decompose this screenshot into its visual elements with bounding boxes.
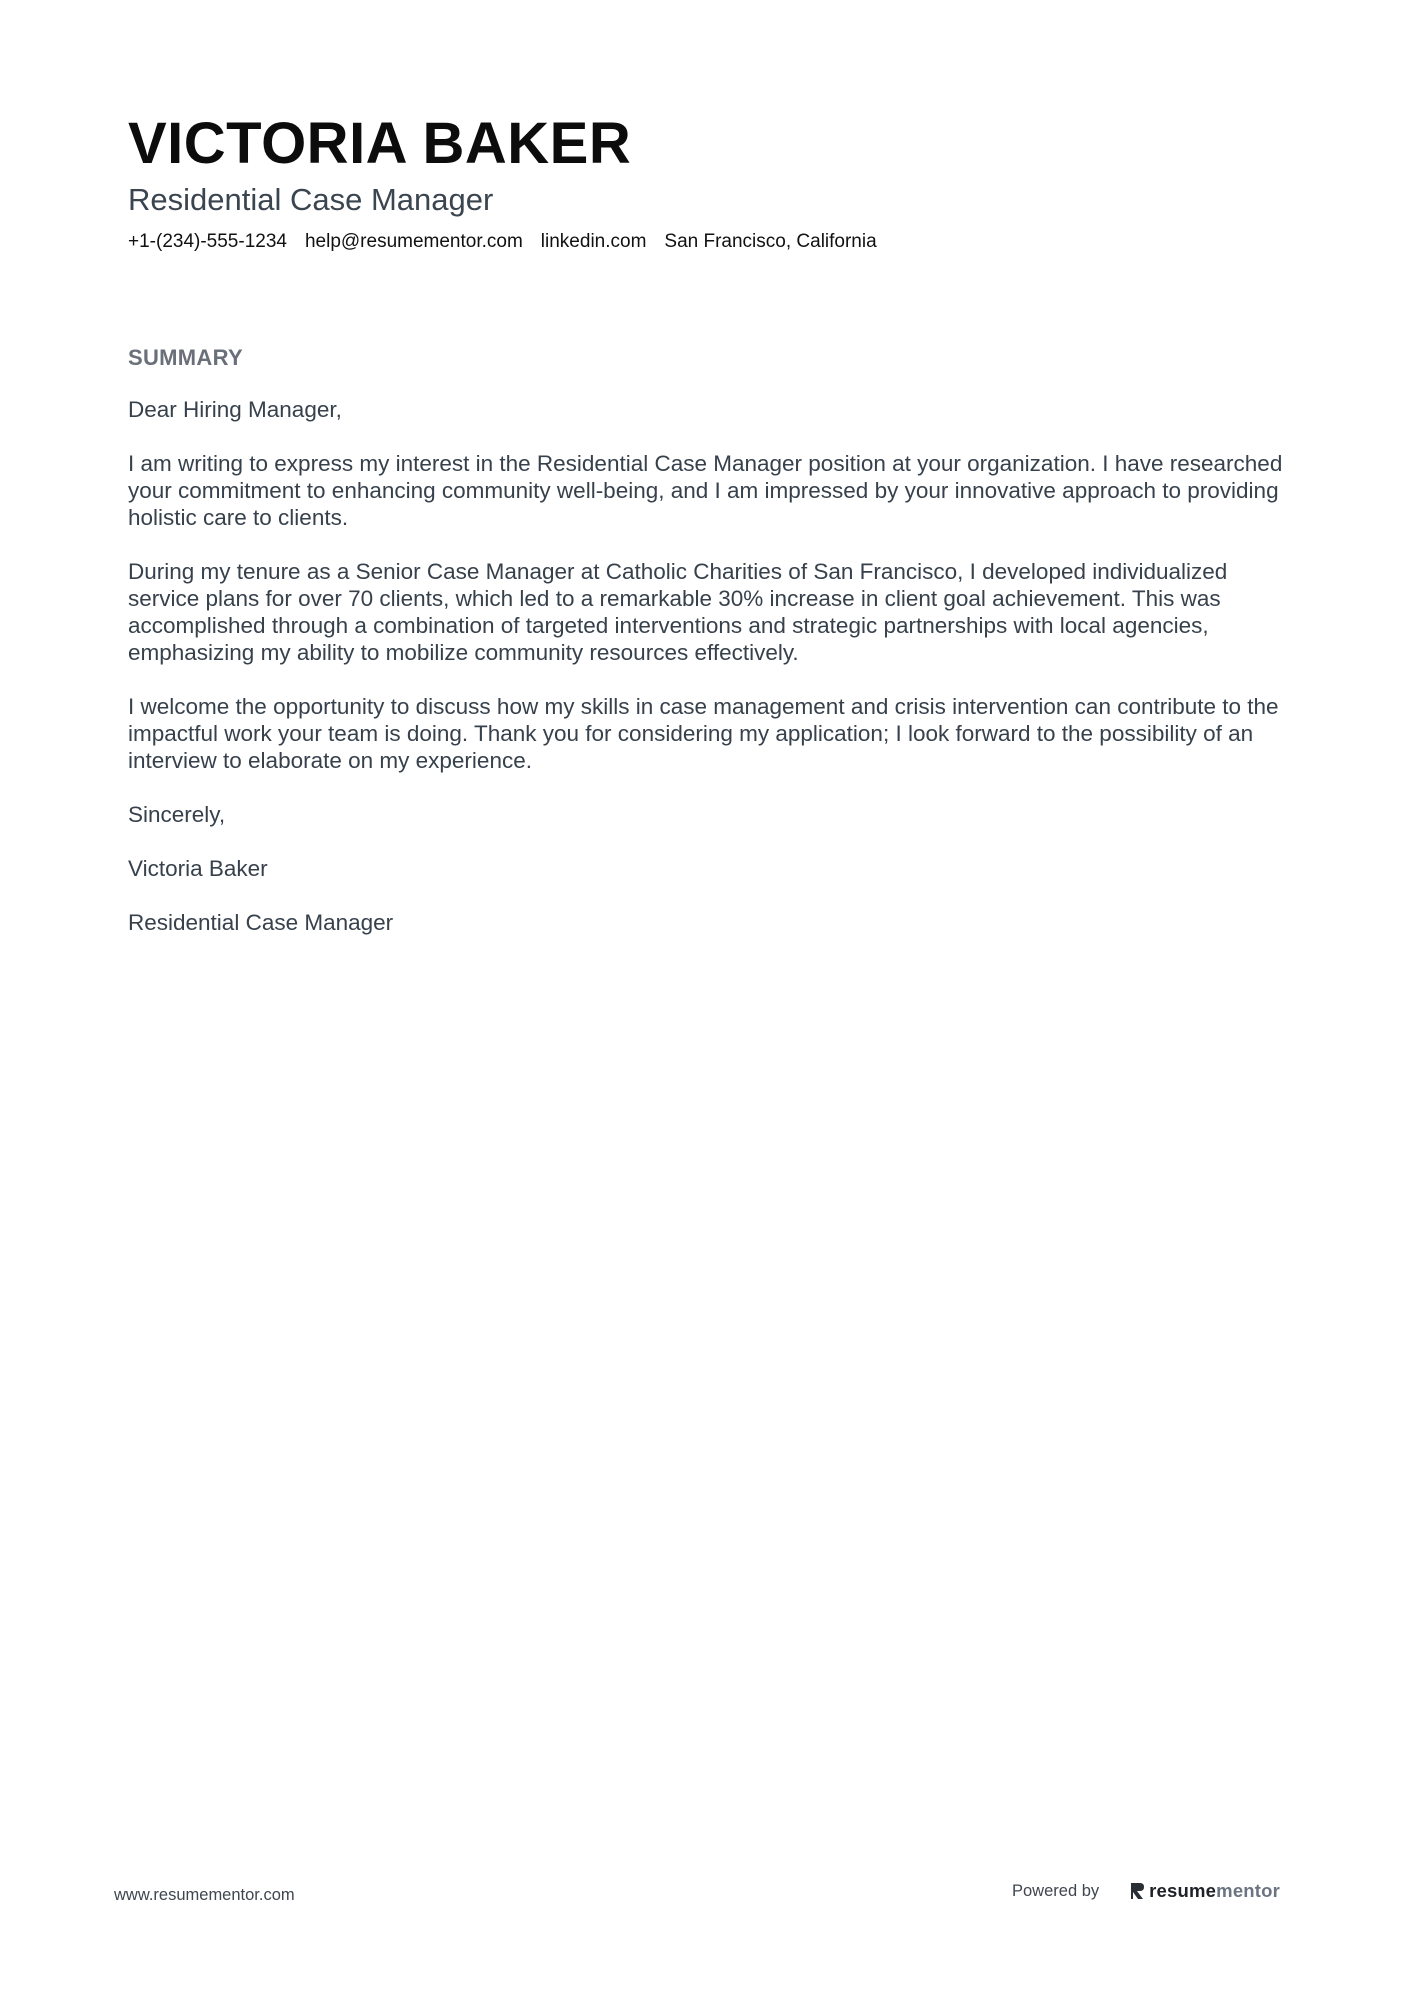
footer-branding [1012, 1880, 1280, 1902]
email[interactable]: help@resumementor.com [304, 231, 523, 252]
resumementor-logo-icon [1129, 1881, 1145, 1901]
sign-off: Sincerely, [128, 802, 226, 827]
summary-section [128, 344, 1288, 963]
signature-name: Victoria Baker [128, 856, 268, 881]
candidate-name: VICTORIA BAKER [128, 111, 632, 176]
powered-by-label: Powered by [1012, 1882, 1100, 1900]
linkedin[interactable]: linkedin.com [540, 231, 647, 252]
brand-text-resume: resume [1149, 1880, 1217, 1901]
paragraph-closing: I welcome the opportunity to discuss how my skills in case management and crisis intervention can contribute to the impactful work your team is doing. Thank you for considering my application; I look forward to the possibility of an interview to elaborate on my experience. [128, 694, 1279, 773]
phone: +1-(234)-555-1234 [128, 231, 287, 252]
brand-text-mentor: mentor [1216, 1880, 1281, 1901]
salutation: Dear Hiring Manager, [128, 397, 342, 422]
job-title: Residential Case Manager [128, 182, 494, 217]
paragraph-experience: During my tenure as a Senior Case Manager at Catholic Charities of San Francisco, I developed individualized service plans for over 70 clients, which led to a remarkable 30% increase in client goal achievement. This was accomplished through a combination of targeted interventions and strategic partnerships with local agencies, emphasizing my ability to mobilize community resources effectively. [128, 559, 1228, 665]
brand-logo[interactable] [1129, 1880, 1280, 1902]
paragraph-intro: I am writing to express my interest in the Residential Case Manager position at your organization. I have researched your commitment to enhancing community well-being, and I am impressed by your innovative approach to providing holistic care to clients. [128, 451, 1283, 530]
header [128, 108, 1278, 254]
signature-title: Residential Case Manager [128, 910, 394, 935]
footer-website[interactable]: www.resumementor.com [114, 1886, 295, 1904]
section-heading: SUMMARY [128, 345, 243, 370]
location: San Francisco, California [664, 231, 877, 252]
contact-info [128, 230, 1278, 254]
